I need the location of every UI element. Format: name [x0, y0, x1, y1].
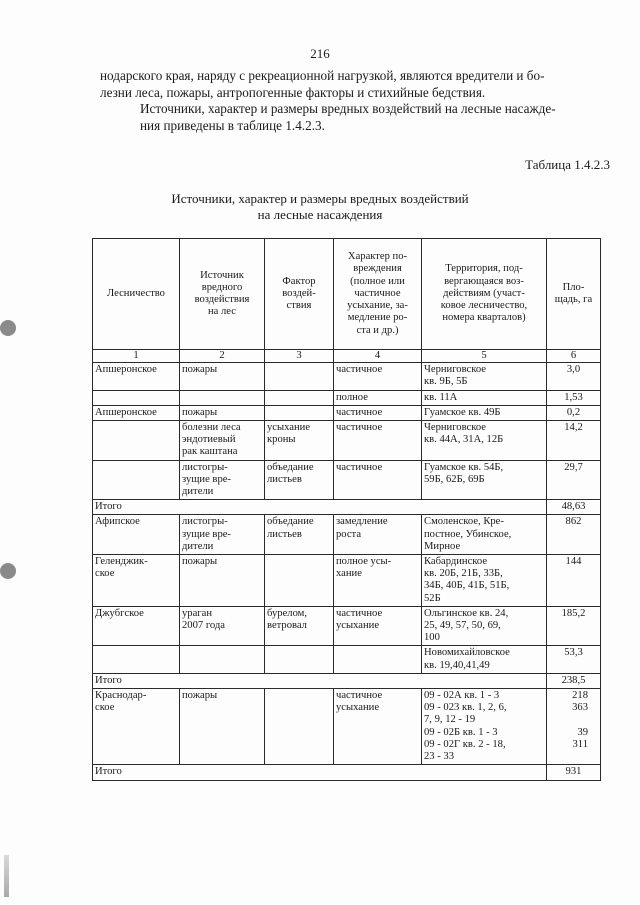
cell-line: постное, Убинское,	[424, 528, 512, 540]
cell-line: 0,2	[566, 406, 581, 418]
cell-line: действиям (участ-	[443, 287, 525, 299]
cell-line: 185,2	[561, 607, 586, 619]
damage-cell	[334, 460, 422, 500]
cell-line: ураган	[182, 607, 213, 619]
cell-line: полное усы-	[336, 556, 392, 568]
column-header	[93, 239, 180, 350]
cell-line: 59Б, 62Б, 69Б	[424, 473, 485, 485]
cell-line: Лесничество	[107, 287, 165, 299]
damage-cell	[334, 363, 422, 390]
cell-line: 2007 года	[182, 620, 226, 632]
cell-line: Характер по-	[347, 251, 408, 263]
damage-cell	[334, 606, 422, 646]
cell-line: Геленджик-	[95, 556, 148, 568]
cell-line: частичное	[336, 406, 383, 418]
cell-line: пожары	[182, 406, 218, 418]
total-row	[93, 673, 601, 688]
territory-cell	[422, 515, 547, 555]
cell-line: болезни леса	[182, 422, 241, 434]
cell-line: 931	[565, 766, 582, 778]
cell-line: Гуамское кв. 54Б,	[424, 461, 504, 473]
damage-cell	[334, 390, 422, 405]
cell-line: Краснодар-	[95, 690, 147, 702]
area-cell	[547, 390, 601, 405]
cell-line: 14,2	[564, 422, 583, 434]
cell-line: замедление	[336, 516, 388, 528]
area-cell	[547, 421, 601, 461]
cell-line: Итого	[95, 766, 122, 778]
table-label: Таблица 1.4.2.3	[525, 157, 610, 172]
area-cell	[547, 555, 601, 607]
cell-line: Пло-	[562, 281, 585, 293]
paragraph-line: Источники, характер и размеры вредных воздействий на лесные насажде-	[140, 101, 556, 116]
cell-line: 100	[424, 632, 440, 644]
damage-cell	[334, 405, 422, 420]
factor-cell	[265, 646, 334, 673]
area-cell	[547, 689, 601, 765]
cell-line	[267, 392, 331, 404]
cell-line: Апшеронское	[95, 364, 157, 376]
cell-line: частичное	[354, 287, 401, 299]
cell-line: зущие вре-	[182, 528, 231, 540]
cell-line: листьев	[267, 528, 302, 540]
table-title-line: Источники, характер и размеры вредных воздействий	[171, 191, 469, 206]
cell-line: ское	[95, 702, 115, 714]
cell-line: частичное	[336, 422, 383, 434]
cell-line	[95, 392, 177, 404]
cell-line: вредного	[201, 281, 243, 293]
column-number: 2	[180, 350, 265, 363]
cell-line: 48,63	[561, 501, 586, 513]
column-number: 6	[547, 350, 601, 363]
paragraph-line: ния приведены в таблице 1.4.2.3.	[140, 117, 325, 133]
cell-line: (полное или	[350, 275, 405, 287]
column-number-row	[93, 350, 601, 363]
cell-line: листьев	[267, 473, 302, 485]
cell-line: 7, 9, 12 - 19	[424, 714, 476, 726]
cell-line: 1,53	[564, 391, 583, 403]
cell-line: частичное	[336, 364, 383, 376]
cell-line: кв. 19,40,41,49	[424, 659, 490, 671]
cell-line: 39	[577, 726, 588, 738]
territory-cell	[422, 689, 547, 765]
cell-line: ское	[95, 568, 115, 580]
cell-line: воздей-	[282, 287, 316, 299]
cell-line: кроны	[267, 434, 296, 446]
table-row	[93, 646, 601, 673]
cell-line: рак каштана	[182, 446, 238, 458]
cell-line: листогры-	[182, 461, 228, 473]
binder-hole	[0, 563, 16, 579]
table-row	[93, 421, 601, 461]
damage-cell	[334, 515, 422, 555]
cell-line: на лес	[208, 306, 236, 318]
table-title	[0, 191, 640, 223]
cell-line: 29,7	[564, 461, 583, 473]
cell-line: хание	[336, 568, 362, 580]
impact-table	[92, 238, 601, 781]
cell-line: дители	[182, 540, 214, 552]
cell-line: Мирное	[424, 540, 461, 552]
cell-line: вреждения	[353, 263, 402, 275]
page-number: 216	[310, 46, 330, 61]
cell-line	[267, 364, 331, 376]
cell-line: 363	[572, 702, 588, 714]
factor-cell	[265, 421, 334, 461]
cell-line: зущие вре-	[182, 473, 231, 485]
cell-line: 311	[572, 738, 588, 750]
factor-cell	[265, 460, 334, 500]
factor-cell	[265, 390, 334, 405]
cell-line: 238,5	[561, 674, 586, 686]
cell-line: ковое лесничество,	[440, 300, 528, 312]
area-cell	[547, 646, 601, 673]
column-header	[180, 239, 265, 350]
cell-line: 23 - 33	[424, 751, 455, 763]
forestry-cell	[93, 555, 180, 607]
impact-table-body	[93, 239, 601, 781]
forestry-cell	[93, 606, 180, 646]
cell-line	[336, 647, 419, 659]
column-number: 5	[422, 350, 547, 363]
cell-line: Итого	[95, 501, 122, 513]
cell-line: 25, 49, 57, 50, 69,	[424, 620, 501, 632]
cell-line: Ольгинское кв. 24,	[424, 607, 509, 619]
forestry-cell	[93, 363, 180, 390]
table-row	[93, 405, 601, 420]
cell-line: усыхание	[267, 422, 311, 434]
territory-cell	[422, 421, 547, 461]
source-cell	[180, 515, 265, 555]
cell-line: Итого	[95, 674, 122, 686]
cell-line: Кабардинское	[424, 556, 488, 568]
cell-line: дители	[182, 486, 214, 498]
table-title-line: на лесные насаждения	[257, 207, 383, 222]
area-cell	[547, 515, 601, 555]
cell-line: воздействия	[194, 294, 250, 305]
cell-line: Источник	[200, 269, 244, 281]
forestry-cell	[93, 689, 180, 765]
forestry-cell	[93, 646, 180, 673]
cell-line: Апшеронское	[95, 406, 157, 418]
cell-line: 53,3	[564, 647, 583, 659]
cell-line: номера кварталов)	[442, 312, 526, 324]
column-header	[547, 239, 601, 350]
forestry-cell	[93, 390, 180, 405]
cell-line: кв. 44А, 31А, 12Б	[424, 434, 504, 446]
area-cell	[547, 606, 601, 646]
cell-line: Черниговское	[424, 364, 486, 376]
cell-line: Территория, под-	[445, 263, 523, 275]
cell-line: Новомихайловское	[424, 647, 510, 659]
area-cell	[547, 460, 601, 500]
cell-line: эндотиевый	[182, 434, 236, 446]
source-cell	[180, 460, 265, 500]
cell-line: Афипское	[95, 516, 140, 528]
damage-cell	[334, 421, 422, 461]
cell-line: 09 - 023 кв. 1, 2, 6,	[424, 702, 507, 714]
table-row	[93, 555, 601, 607]
column-number: 3	[265, 350, 334, 363]
cell-line: усыхание, за-	[347, 300, 408, 312]
damage-cell	[334, 555, 422, 607]
table-row	[93, 363, 601, 390]
area-cell	[547, 765, 601, 780]
cell-line	[95, 422, 177, 434]
table-row	[93, 606, 601, 646]
territory-cell	[422, 646, 547, 673]
factor-cell	[265, 405, 334, 420]
cell-line: медление ро-	[347, 312, 408, 324]
source-cell	[180, 555, 265, 607]
factor-cell	[265, 515, 334, 555]
cell-line: пожары	[182, 364, 218, 376]
cell-line	[182, 392, 262, 404]
source-cell	[180, 363, 265, 390]
column-header	[265, 239, 334, 350]
paragraph-line: нодарского края, наряду с рекреационной нагрузкой, являются вредители и бо-	[100, 68, 545, 83]
cell-line: пожары	[182, 690, 218, 702]
area-cell	[547, 500, 601, 515]
cell-line	[95, 462, 177, 474]
cell-line: частичное	[336, 690, 383, 702]
total-row	[93, 500, 601, 515]
column-header	[422, 239, 547, 350]
cell-line: ствия	[286, 300, 312, 312]
paragraph-continuation	[100, 68, 596, 101]
forestry-cell	[93, 515, 180, 555]
cell-line: частичное	[336, 461, 383, 473]
cell-line: вергающаяся воз-	[444, 275, 524, 287]
forestry-cell	[93, 421, 180, 461]
cell-line: щадь, га	[554, 294, 593, 305]
cell-line: 3,0	[566, 364, 581, 376]
cell-line: пожары	[182, 556, 218, 568]
cell-line: 09 - 02Г кв. 2 - 18,	[424, 738, 506, 750]
cell-line: ветровал	[267, 620, 307, 632]
table-row	[93, 689, 601, 765]
cell-line	[267, 556, 331, 568]
total-row	[93, 765, 601, 780]
table-row	[93, 390, 601, 405]
cell-line: 218	[572, 690, 588, 702]
column-header	[334, 239, 422, 350]
cell-line: 34Б, 40Б, 41Б, 51Б,	[424, 580, 510, 592]
cell-line: 09 - 02Б кв. 1 - 3	[424, 726, 498, 738]
cell-line: усыхание	[336, 620, 380, 632]
total-label	[93, 500, 547, 515]
source-cell	[180, 405, 265, 420]
column-number: 4	[334, 350, 422, 363]
cell-line: 144	[565, 556, 582, 568]
damage-cell	[334, 646, 422, 673]
source-cell	[180, 689, 265, 765]
total-label	[93, 673, 547, 688]
paragraph-table-intro	[100, 101, 596, 134]
cell-line: объедание	[267, 461, 314, 473]
damage-cell	[334, 689, 422, 765]
territory-cell	[422, 390, 547, 405]
factor-cell	[265, 363, 334, 390]
table-row	[93, 460, 601, 500]
binder-hole	[0, 320, 16, 336]
column-number: 1	[93, 350, 180, 363]
source-cell	[180, 421, 265, 461]
cell-line: кв. 20Б, 21Б, 33Б,	[424, 568, 503, 580]
area-cell	[547, 405, 601, 420]
cell-line: кв. 9Б, 5Б	[424, 376, 468, 388]
territory-cell	[422, 606, 547, 646]
factor-cell	[265, 689, 334, 765]
cell-line: кв. 11А	[424, 391, 458, 403]
territory-cell	[422, 555, 547, 607]
territory-cell	[422, 363, 547, 390]
cell-line: объедание	[267, 516, 314, 528]
cell-line: Гуамское кв. 49Б	[424, 406, 501, 418]
source-cell	[180, 606, 265, 646]
area-cell	[547, 673, 601, 688]
source-cell	[180, 646, 265, 673]
table-row	[93, 515, 601, 555]
paragraph-line: лезни леса, пожары, антропогенные факторы и стихийные бедствия.	[100, 84, 486, 100]
cell-line: усыхание	[336, 702, 380, 714]
cell-line: полное	[336, 391, 368, 403]
cell-line	[267, 647, 331, 659]
cell-line: Фактор	[282, 275, 316, 287]
total-label	[93, 765, 547, 780]
cell-line	[267, 407, 331, 419]
cell-line	[267, 690, 331, 702]
cell-line: Джубгское	[95, 607, 144, 619]
territory-cell	[422, 460, 547, 500]
cell-line	[549, 714, 588, 726]
source-cell	[180, 390, 265, 405]
cell-line: 52Б	[424, 592, 441, 604]
cell-line	[182, 647, 262, 659]
scan-artifact	[4, 855, 9, 897]
cell-line: бурелом,	[267, 607, 308, 619]
factor-cell	[265, 606, 334, 646]
forestry-cell	[93, 405, 180, 420]
cell-line: Смоленское, Кре-	[424, 516, 504, 528]
cell-line: листогры-	[182, 516, 228, 528]
cell-line: ста и др.)	[356, 324, 399, 336]
cell-line: 862	[565, 516, 582, 528]
cell-line: 09 - 02А кв. 1 - 3	[424, 690, 500, 702]
cell-line: Черниговское	[424, 422, 486, 434]
cell-line: роста	[336, 528, 362, 540]
cell-line: частичное	[336, 607, 383, 619]
cell-line	[95, 647, 177, 659]
factor-cell	[265, 555, 334, 607]
header-row	[93, 239, 601, 350]
forestry-cell	[93, 460, 180, 500]
area-cell	[547, 363, 601, 390]
cell-line	[549, 751, 588, 763]
territory-cell	[422, 405, 547, 420]
